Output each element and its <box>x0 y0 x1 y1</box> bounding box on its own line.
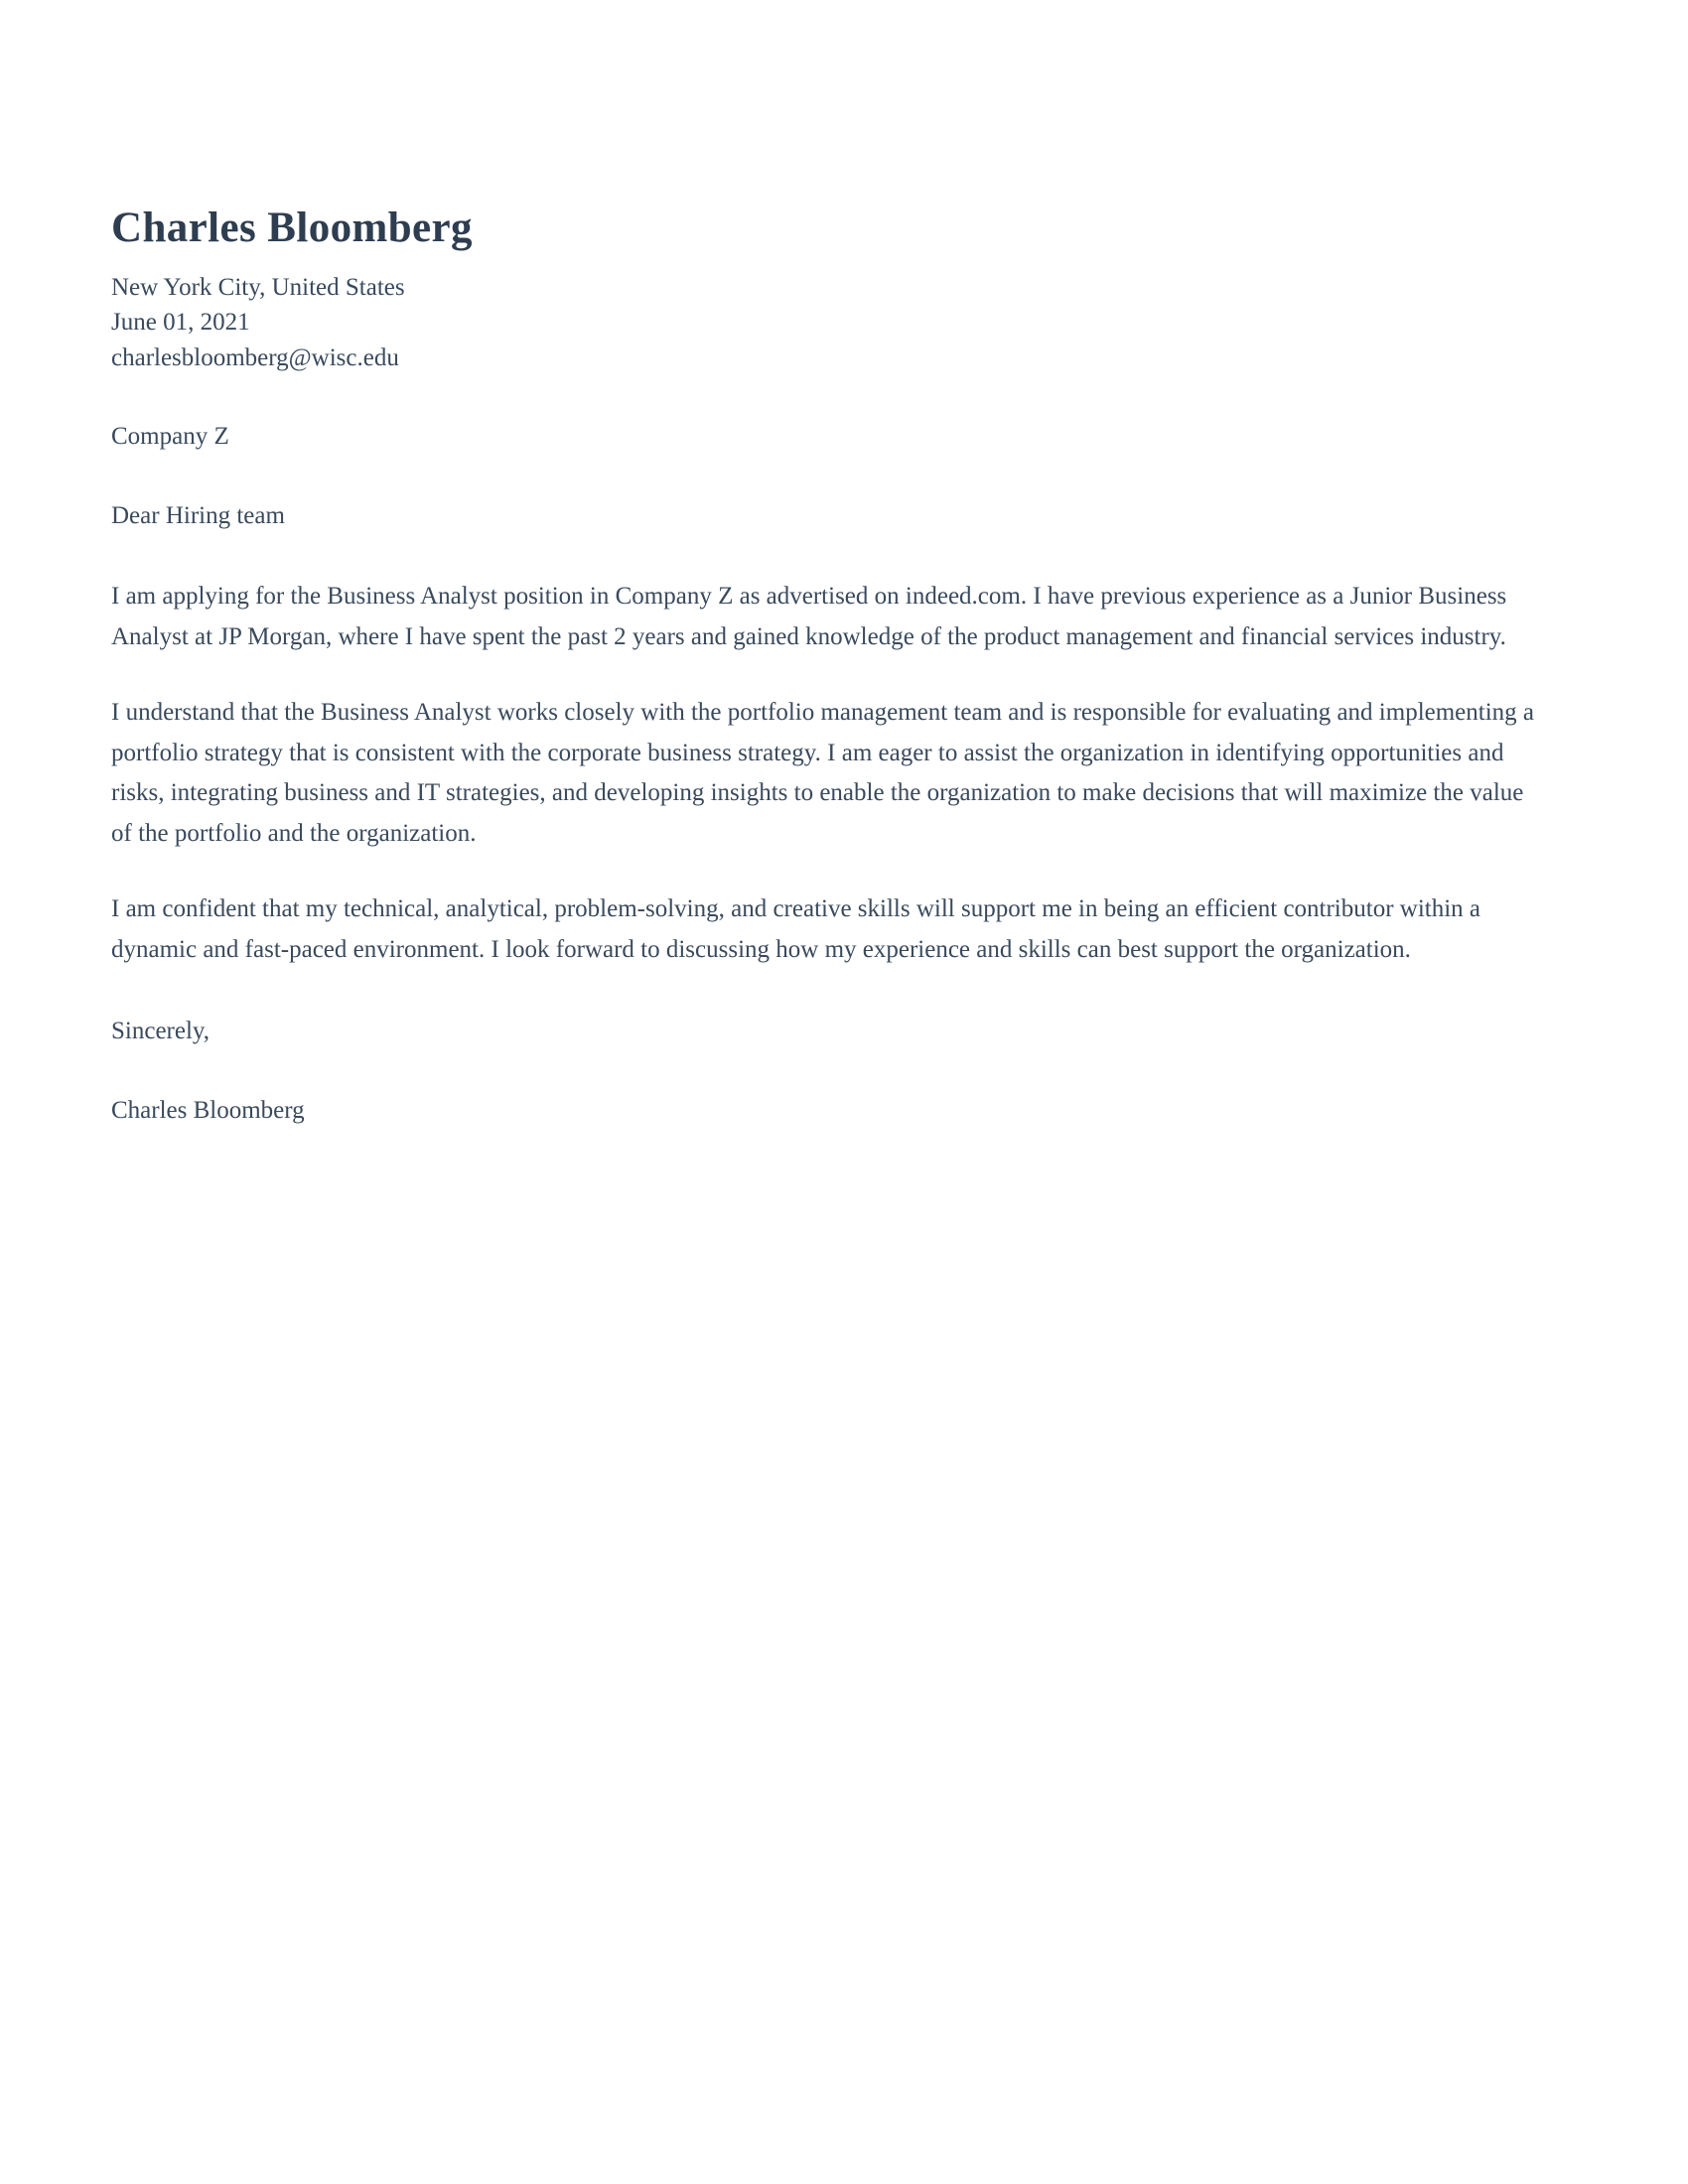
page-title: Charles Bloomberg <box>111 205 473 251</box>
contact-email: charlesbloomberg@wisc.edu <box>111 343 399 371</box>
contact-block <box>111 270 1571 376</box>
spacer-before-closing <box>111 970 1571 1014</box>
body-paragraph: I am confident that my technical, analytical, problem-solving, and creative skills will support me in being an efficient contributor within a dynamic and fast-paced environment. I look forward to discussing how my experience and skills can best support the organization. <box>111 895 1481 963</box>
signature-name: Charles Bloomberg <box>111 1096 305 1124</box>
salutation: Dear Hiring team <box>111 501 285 529</box>
spacer-before-signature <box>111 1049 1571 1093</box>
spacer-after-salutation <box>111 533 1571 577</box>
body-paragraph: I understand that the Business Analyst works closely with the portfolio management team and is responsible for evaluating and implementing a portfolio strategy that is consistent with the corporate business strategy. I am eager to assist the organization in identifying opportunities and risks, integrating business and IT strategies, and developing insights to enable the organization to make decisions that will maximize the value of the portfolio and the organization. <box>111 699 1535 847</box>
contact-date: June 01, 2021 <box>111 309 250 337</box>
recipient-company: Company Z <box>111 423 229 451</box>
closing-valediction: Sincerely, <box>111 1018 211 1045</box>
body-paragraph: I am applying for the Business Analyst position in Company Z as advertised on indeed.com. I have previous experience as a Junior Business Analyst at JP Morgan, where I have spent the past 2 years and gained knowledge of the product management and financial services industry. <box>111 583 1507 650</box>
spacer-after-recipient <box>111 455 1571 498</box>
cover-letter-body <box>111 204 1571 1128</box>
spacer-paragraph-1 <box>111 657 1571 693</box>
spacer-after-contact <box>111 375 1571 419</box>
spacer-paragraph-2 <box>111 854 1571 889</box>
contact-location: New York City, United States <box>111 273 405 301</box>
